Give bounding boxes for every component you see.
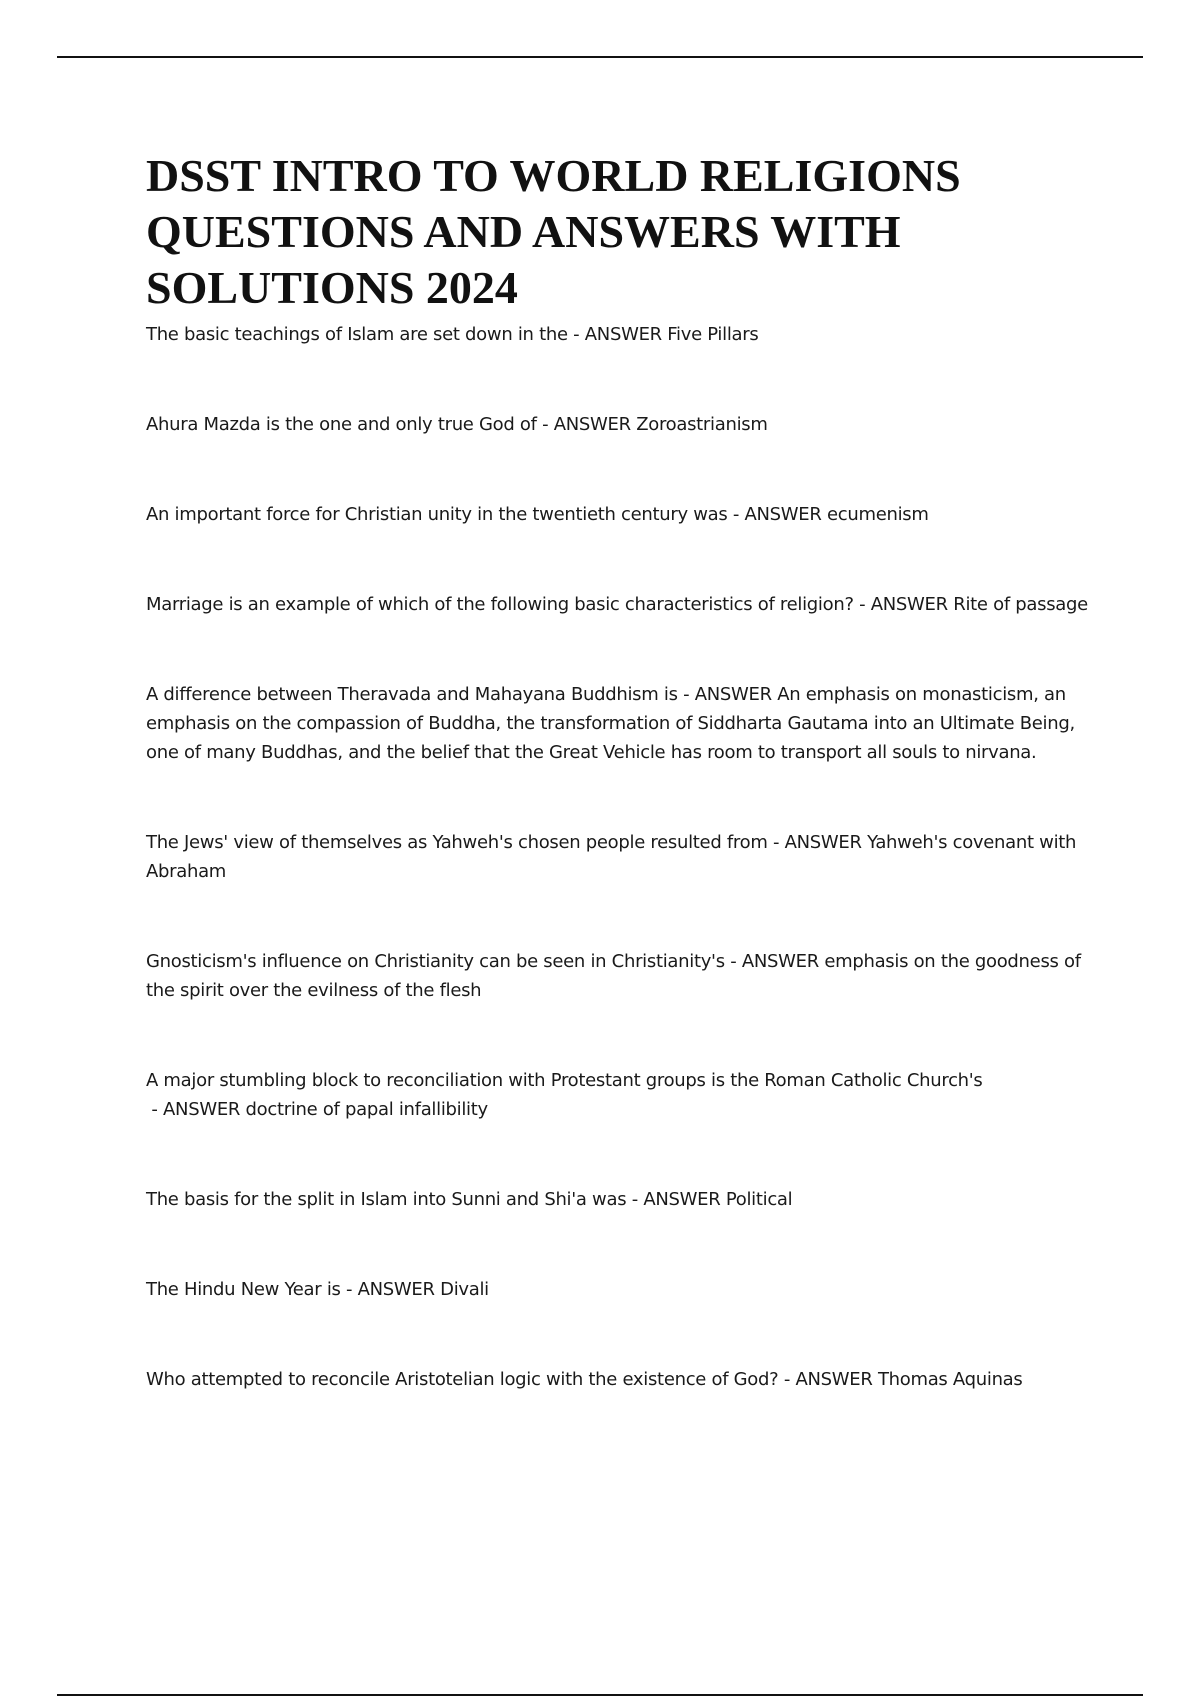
qa-list: [146, 320, 1096, 1394]
question-text: Gnosticism's influence on Christianity can be seen in Christianity's: [146, 951, 725, 972]
answer-text: ecumenism: [827, 504, 929, 525]
answer-text: Yahweh's covenant with Abraham: [146, 832, 1077, 882]
document-title: DSST INTRO TO WORLD RELIGIONS QUESTIONS AND ANSWERS WITH SOLUTIONS 2024: [146, 150, 961, 313]
question-text: The Jews' view of themselves as Yahweh's chosen people resulted from: [146, 832, 768, 853]
answer-text: Political: [725, 1189, 793, 1210]
question-text: A difference between Theravada and Mahayana Buddhism is: [146, 684, 678, 705]
qa-item: [146, 828, 1096, 886]
qa-item: [146, 410, 1096, 439]
answer-separator: - ANSWER: [340, 1279, 441, 1300]
qa-item: [146, 590, 1096, 619]
question-text: Ahura Mazda is the one and only true God of: [146, 414, 537, 435]
qa-item: [146, 1365, 1096, 1394]
document-body: [146, 148, 1096, 1394]
question-text: The basis for the split in Islam into Sunni and Shi'a was: [146, 1189, 627, 1210]
answer-separator: - ANSWER: [767, 832, 868, 853]
answer-separator: - ANSWER: [677, 684, 778, 705]
answer-separator: - ANSWER: [853, 594, 954, 615]
answer-text: Rite of passage: [953, 594, 1088, 615]
bottom-rule: [57, 1694, 1143, 1696]
qa-item: [146, 947, 1096, 1005]
answer-text: Thomas Aquinas: [877, 1369, 1023, 1390]
answer-separator: - ANSWER: [778, 1369, 878, 1390]
answer-text: doctrine of papal infallibility: [245, 1099, 488, 1120]
qa-item: [146, 320, 1096, 349]
question-text: The Hindu New Year is: [146, 1279, 341, 1300]
question-text: Marriage is an example of which of the following basic characteristics of religion?: [146, 594, 854, 615]
answer-separator: - ANSWER: [727, 504, 828, 525]
answer-text: Zoroastrianism: [636, 414, 768, 435]
top-rule: [57, 56, 1143, 58]
answer-text: Divali: [440, 1279, 489, 1300]
answer-text: emphasis on the goodness of the spirit over the evilness of the flesh: [146, 951, 1081, 1001]
answer-separator: - ANSWER: [536, 414, 637, 435]
qa-item: [146, 1275, 1096, 1304]
question-text: Who attempted to reconcile Aristotelian logic with the existence of God?: [146, 1369, 779, 1390]
answer-separator: - ANSWER: [146, 1099, 246, 1120]
qa-item: [146, 1066, 1096, 1124]
qa-item: [146, 1185, 1096, 1214]
answer-separator: - ANSWER: [567, 324, 668, 345]
question-text: An important force for Christian unity in the twentieth century was: [146, 504, 728, 525]
qa-item: [146, 680, 1096, 767]
qa-item: [146, 500, 1096, 529]
question-text: A major stumbling block to reconciliation with Protestant groups is the Roman Catholic Church's: [146, 1070, 983, 1091]
answer-text: Five Pillars: [667, 324, 759, 345]
question-text: The basic teachings of Islam are set down in the: [146, 324, 568, 345]
answer-separator: - ANSWER: [724, 951, 825, 972]
answer-separator: - ANSWER: [626, 1189, 726, 1210]
answer-text: An emphasis on monasticism, an emphasis on the compassion of Buddha, the transformation of Siddharta Gautama into an Ultimate Being, one of many Buddhas, and the belief that the Great Vehicle has room to transport all souls to nirvana.: [146, 684, 1075, 763]
